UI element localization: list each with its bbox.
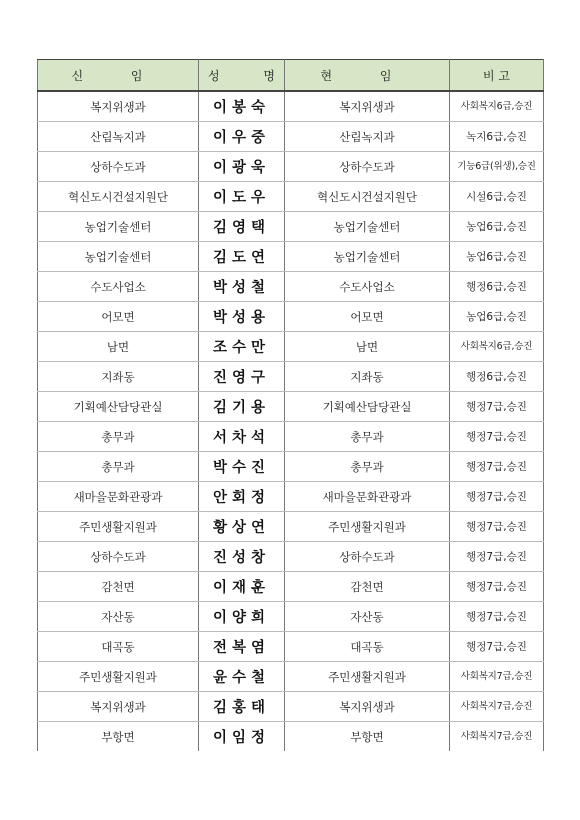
header-new-post: 신 임 xyxy=(38,60,199,92)
new-post-cell: 주민생활지원과 xyxy=(38,662,199,692)
new-post-cell: 부항면 xyxy=(38,722,199,752)
remarks-cell: 시설6급,승진 xyxy=(450,182,544,212)
new-post-cell: 상하수도과 xyxy=(38,542,199,572)
table-header-row xyxy=(38,60,544,92)
table-row xyxy=(38,632,544,662)
name-cell: 윤수철 xyxy=(199,662,285,692)
current-post-cell: 대곡동 xyxy=(285,632,450,662)
remarks-cell: 행정7급,승진 xyxy=(450,422,544,452)
remarks-cell: 행정7급,승진 xyxy=(450,392,544,422)
name-cell: 황상연 xyxy=(199,512,285,542)
current-post-cell: 남면 xyxy=(285,332,450,362)
name-cell: 김영택 xyxy=(199,212,285,242)
table-row xyxy=(38,212,544,242)
current-post-cell: 농업기술센터 xyxy=(285,212,450,242)
remarks-cell: 행정7급,승진 xyxy=(450,602,544,632)
table-row xyxy=(38,362,544,392)
remarks-cell: 행정7급,승진 xyxy=(450,632,544,662)
table-row xyxy=(38,602,544,632)
table-row xyxy=(38,542,544,572)
table-row xyxy=(38,302,544,332)
table-row xyxy=(38,512,544,542)
name-cell: 박성철 xyxy=(199,272,285,302)
current-post-cell: 산림녹지과 xyxy=(285,122,450,152)
new-post-cell: 기획예산담당관실 xyxy=(38,392,199,422)
table-row xyxy=(38,452,544,482)
remarks-cell: 사회복지7급,승진 xyxy=(450,692,544,722)
table-row xyxy=(38,332,544,362)
table-row xyxy=(38,572,544,602)
table-row xyxy=(38,91,544,122)
name-cell: 조수만 xyxy=(199,332,285,362)
table-row xyxy=(38,242,544,272)
new-post-cell: 농업기술센터 xyxy=(38,212,199,242)
current-post-cell: 총무과 xyxy=(285,452,450,482)
new-post-cell: 대곡동 xyxy=(38,632,199,662)
name-cell: 진영구 xyxy=(199,362,285,392)
header-remarks: 비 고 xyxy=(450,60,544,92)
remarks-cell: 행정7급,승진 xyxy=(450,452,544,482)
current-post-cell: 자산동 xyxy=(285,602,450,632)
new-post-cell: 복지위생과 xyxy=(38,91,199,122)
personnel-table xyxy=(37,59,544,751)
current-post-cell: 주민생활지원과 xyxy=(285,512,450,542)
table-row xyxy=(38,482,544,512)
current-post-cell: 혁신도시건설지원단 xyxy=(285,182,450,212)
name-cell: 이도우 xyxy=(199,182,285,212)
remarks-cell: 사회복지7급,승진 xyxy=(450,722,544,752)
name-cell: 이임정 xyxy=(199,722,285,752)
new-post-cell: 자산동 xyxy=(38,602,199,632)
header-current-post: 현 임 xyxy=(285,60,450,92)
new-post-cell: 어모면 xyxy=(38,302,199,332)
name-cell: 김도연 xyxy=(199,242,285,272)
current-post-cell: 수도사업소 xyxy=(285,272,450,302)
new-post-cell: 혁신도시건설지원단 xyxy=(38,182,199,212)
remarks-cell: 농업6급,승진 xyxy=(450,212,544,242)
name-cell: 김기용 xyxy=(199,392,285,422)
current-post-cell: 주민생활지원과 xyxy=(285,662,450,692)
table-row xyxy=(38,662,544,692)
name-cell: 이봉숙 xyxy=(199,91,285,122)
name-cell: 전복염 xyxy=(199,632,285,662)
remarks-cell: 기능6급(위생),승진 xyxy=(450,152,544,182)
remarks-cell: 사회복지7급,승진 xyxy=(450,662,544,692)
name-cell: 서차석 xyxy=(199,422,285,452)
new-post-cell: 농업기술센터 xyxy=(38,242,199,272)
remarks-cell: 행정6급,승진 xyxy=(450,362,544,392)
remarks-cell: 행정7급,승진 xyxy=(450,512,544,542)
new-post-cell: 감천면 xyxy=(38,572,199,602)
new-post-cell: 총무과 xyxy=(38,422,199,452)
remarks-cell: 농업6급,승진 xyxy=(450,242,544,272)
table-row xyxy=(38,392,544,422)
remarks-cell: 행정6급,승진 xyxy=(450,272,544,302)
table-row xyxy=(38,692,544,722)
table-row xyxy=(38,272,544,302)
remarks-cell: 행정7급,승진 xyxy=(450,482,544,512)
current-post-cell: 복지위생과 xyxy=(285,91,450,122)
new-post-cell: 주민생활지원과 xyxy=(38,512,199,542)
remarks-cell: 사회복지6급,승진 xyxy=(450,332,544,362)
current-post-cell: 부항면 xyxy=(285,722,450,752)
new-post-cell: 복지위생과 xyxy=(38,692,199,722)
new-post-cell: 새마을문화관광과 xyxy=(38,482,199,512)
remarks-cell: 행정7급,승진 xyxy=(450,572,544,602)
current-post-cell: 총무과 xyxy=(285,422,450,452)
current-post-cell: 지좌동 xyxy=(285,362,450,392)
current-post-cell: 감천면 xyxy=(285,572,450,602)
remarks-cell: 사회복지6급,승진 xyxy=(450,91,544,122)
table-row xyxy=(38,152,544,182)
current-post-cell: 복지위생과 xyxy=(285,692,450,722)
new-post-cell: 상하수도과 xyxy=(38,152,199,182)
new-post-cell: 총무과 xyxy=(38,452,199,482)
new-post-cell: 남면 xyxy=(38,332,199,362)
current-post-cell: 어모면 xyxy=(285,302,450,332)
table-row xyxy=(38,422,544,452)
remarks-cell: 행정7급,승진 xyxy=(450,542,544,572)
name-cell: 이재훈 xyxy=(199,572,285,602)
table-row xyxy=(38,182,544,212)
table-row xyxy=(38,722,544,752)
table-row xyxy=(38,122,544,152)
name-cell: 이광욱 xyxy=(199,152,285,182)
name-cell: 안회정 xyxy=(199,482,285,512)
current-post-cell: 상하수도과 xyxy=(285,542,450,572)
new-post-cell: 지좌동 xyxy=(38,362,199,392)
current-post-cell: 농업기술센터 xyxy=(285,242,450,272)
new-post-cell: 산림녹지과 xyxy=(38,122,199,152)
new-post-cell: 수도사업소 xyxy=(38,272,199,302)
name-cell: 진성창 xyxy=(199,542,285,572)
name-cell: 박수진 xyxy=(199,452,285,482)
current-post-cell: 새마을문화관광과 xyxy=(285,482,450,512)
remarks-cell: 녹지6급,승진 xyxy=(450,122,544,152)
personnel-document xyxy=(37,59,543,751)
name-cell: 이우중 xyxy=(199,122,285,152)
header-name: 성 명 xyxy=(199,60,285,92)
current-post-cell: 기획예산담당관실 xyxy=(285,392,450,422)
name-cell: 이양희 xyxy=(199,602,285,632)
name-cell: 김홍태 xyxy=(199,692,285,722)
remarks-cell: 농업6급,승진 xyxy=(450,302,544,332)
name-cell: 박성용 xyxy=(199,302,285,332)
current-post-cell: 상하수도과 xyxy=(285,152,450,182)
